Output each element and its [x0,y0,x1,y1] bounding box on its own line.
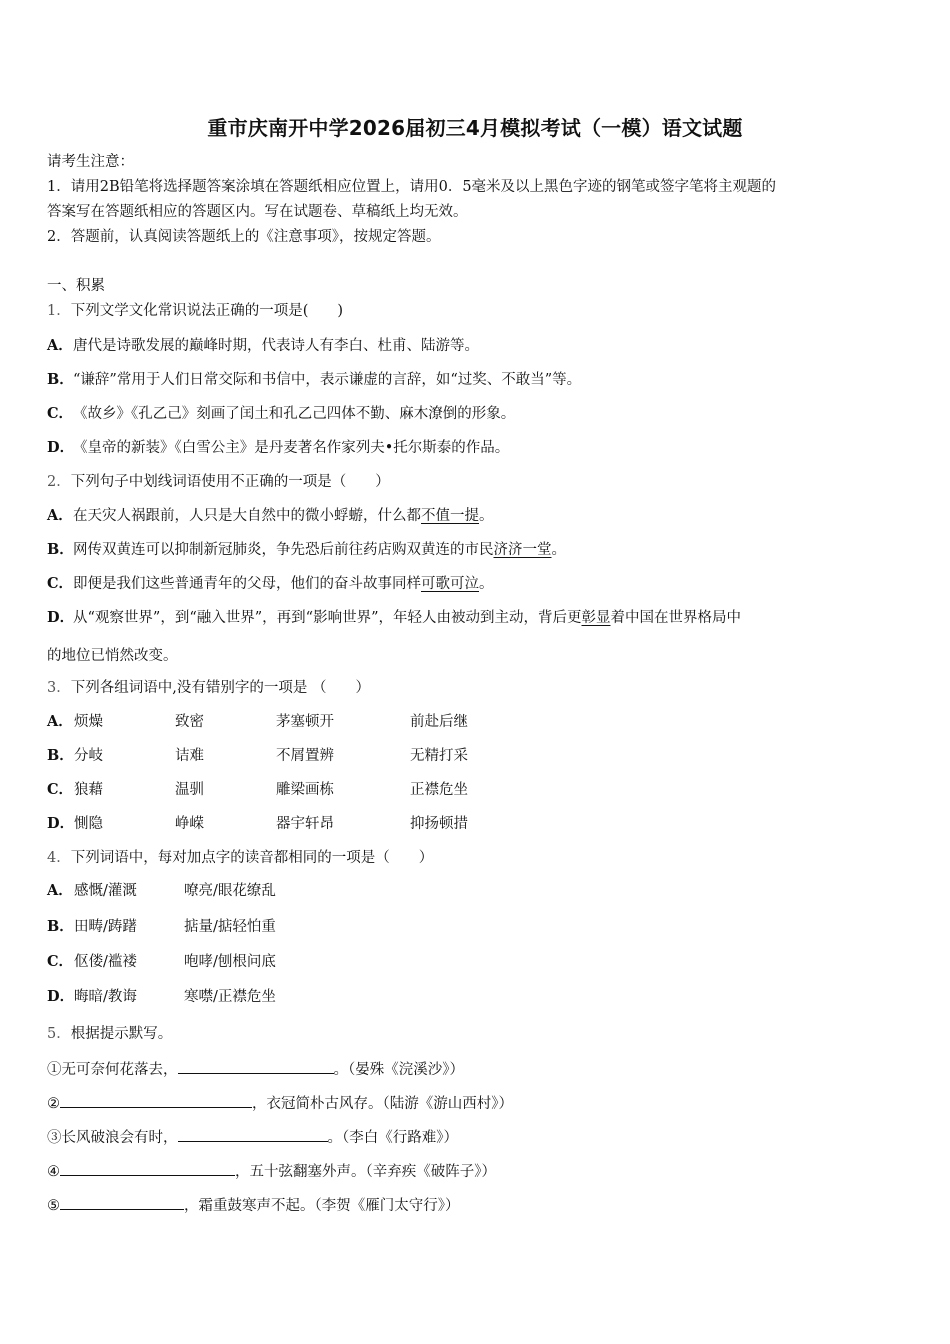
option-letter: C． [47,405,74,422]
option-pair-1: 田畴/踌躇 [74,919,137,935]
question-3-stem [47,678,370,698]
option-pair-2: 寒噤/正襟危坐 [184,989,276,1005]
item-suffix: 。（李白《行路难》） [327,1130,458,1146]
question-1-stem [47,301,343,321]
question-2-stem [47,472,390,492]
option-letter: D． [47,609,75,626]
option-letter: D． [47,439,75,456]
option-letter: A． [47,337,73,354]
underlined-word: 彰显 [581,610,611,626]
recitation-item-3 [47,1126,458,1148]
notice-heading: 请考生注意： [47,154,134,170]
option-word-4: 无精打采 [410,748,468,764]
item-suffix: 。（晏殊《浣溪沙》） [333,1062,464,1078]
q2-option-a [47,506,494,526]
option-letter: B． [47,371,74,388]
q2-option-b [47,540,566,560]
option-letter: B． [47,747,74,764]
recitation-item-4 [47,1160,496,1182]
notice-item-1-line-2: 答案写在答题纸相应的答题区内。写在试题卷、草稿纸上均无效。 [47,204,468,220]
question-text: 根据提示默写。 [70,1026,173,1042]
underlined-word: 济济一堂 [493,542,552,558]
option-pair-2: 咆哮/刨根问底 [184,954,276,970]
option-pair-1: 伛偻/褴褛 [74,954,137,970]
q1-option-c [47,404,515,424]
question-number: 4． [47,850,71,866]
question-number: 5． [47,1026,71,1042]
option-word-1: 狼藉 [74,782,103,798]
option-word-3: 雕梁画栋 [276,782,334,798]
question-text: 下列句子中划线词语使用不正确的一项是（ ） [70,474,390,490]
option-text: 在天灾人祸跟前，人只是大自然中的微小蜉蝣，什么都 [73,508,421,524]
option-pair-2: 掂量/掂轻怕重 [184,919,276,935]
item-suffix: ，五十弦翻塞外声。（辛弃疾《破阵子》） [235,1164,496,1180]
question-number: 3． [47,680,71,696]
option-word-2: 峥嵘 [175,816,204,832]
option-text-end: 着中国在世界格局中 [610,610,741,626]
option-word-3: 茅塞顿开 [276,714,334,730]
option-text: 《皇帝的新装》《白雪公主》是丹麦著名作家列夫•托尔斯泰的作品。 [73,440,510,456]
question-4-stem [47,848,433,868]
option-word-4: 正襟危坐 [410,782,468,798]
option-letter: B． [47,918,74,935]
item-mark: ⑤ [47,1198,60,1214]
option-letter: B． [47,541,74,558]
item-mark: ① [47,1062,62,1078]
underlined-word: 可歌可泣 [421,576,479,592]
q1-option-d [47,438,509,458]
option-word-2: 诘难 [175,748,204,764]
answer-blank[interactable] [60,1160,235,1176]
item-prefix: 长风破浪会有时， [61,1130,178,1146]
section-heading: 一、积累 [47,278,105,294]
q1-option-b [47,370,581,390]
question-number: 1． [47,303,71,319]
item-suffix: ，衣冠简朴古风存。（陆游《游山西村》） [252,1096,513,1112]
underlined-word: 不值一提 [421,508,479,524]
option-word-3: 器宇轩昂 [276,816,334,832]
option-word-2: 致密 [175,714,204,730]
option-word-2: 温驯 [175,782,204,798]
answer-blank[interactable] [178,1126,328,1142]
option-letter: D． [47,988,75,1005]
item-mark: ③ [47,1130,62,1146]
option-text: 网传双黄连可以抑制新冠肺炎，争先恐后前往药店购双黄连的市民 [73,542,494,558]
recitation-item-2 [47,1092,513,1114]
answer-blank[interactable] [60,1194,184,1210]
option-pair-1: 晦暗/教诲 [74,989,137,1005]
option-text: 《故乡》《孔乙己》刻画了闰土和孔乙己四体不勤、麻木潦倒的形象。 [73,406,516,422]
option-letter: C． [47,781,74,798]
notice-item-2: 2．答题前，认真阅读答题纸上的《注意事项》，按规定答题。 [47,229,441,245]
option-pair-1: 感慨/灌溉 [74,883,137,899]
option-letter: A． [47,507,73,524]
option-word-3: 不屑置辨 [276,748,334,764]
option-text: 从“观察世界”，到“融入世界”，再到“影响世界”，年轻人由被动到主动，背后更 [73,610,582,626]
option-text-end: 。 [479,576,494,592]
notice-item-1-line-1: 1．请用2B铅笔将选择题答案涂填在答题纸相应位置上，请用0．5毫米及以上黑色字迹的钢笔或签字笔将主观题的 [47,179,777,195]
recitation-item-5 [47,1194,460,1216]
item-mark: ② [47,1096,60,1112]
option-letter: C． [47,575,74,592]
option-text: “谦辞”常用于人们日常交际和书信中，表示谦虚的言辞，如“过奖、不敢当”等。 [73,372,582,388]
option-word-1: 烦燥 [74,714,103,730]
item-mark: ④ [47,1164,60,1180]
answer-blank[interactable] [60,1092,252,1108]
option-word-4: 抑扬顿措 [410,816,468,832]
recitation-item-1 [47,1058,464,1080]
q2-option-d-line-2: 的地位已悄然改变。 [47,648,178,664]
question-text: 下列词语中，每对加点字的读音都相同的一项是（ ） [70,850,434,866]
question-5-stem [47,1024,172,1044]
option-letter: A． [47,882,73,899]
option-text: 即便是我们这些普通青年的父母，他们的奋斗故事同样 [73,576,421,592]
item-prefix: 无可奈何花落去， [61,1062,178,1078]
item-suffix: ，霜重鼓寒声不起。（李贺《雁门太守行》） [184,1198,460,1214]
option-text-end: 。 [479,508,494,524]
question-text: 下列文学文化常识说法正确的一项是( ) [70,303,344,319]
option-letter: D． [47,815,75,832]
option-word-4: 前赴后继 [410,714,468,730]
q1-option-a [47,336,479,356]
q2-option-c [47,574,494,594]
page-title: 重市庆南开中学2026届初三4月模拟考试（一模）语文试题 [207,116,743,140]
option-word-1: 惻隐 [74,816,103,832]
option-word-1: 分岐 [74,748,103,764]
option-text-end: 。 [551,542,566,558]
option-letter: A． [47,713,73,730]
q2-option-d [47,608,741,628]
option-pair-2: 嘹亮/眼花缭乱 [184,883,276,899]
option-letter: C． [47,953,74,970]
option-text: 唐代是诗歌发展的巅峰时期，代表诗人有李白、杜甫、陆游等。 [73,338,479,354]
question-text: 下列各组词语中,没有错别字的一项是 （ ） [70,680,370,696]
question-number: 2． [47,474,71,490]
answer-blank[interactable] [178,1058,334,1074]
